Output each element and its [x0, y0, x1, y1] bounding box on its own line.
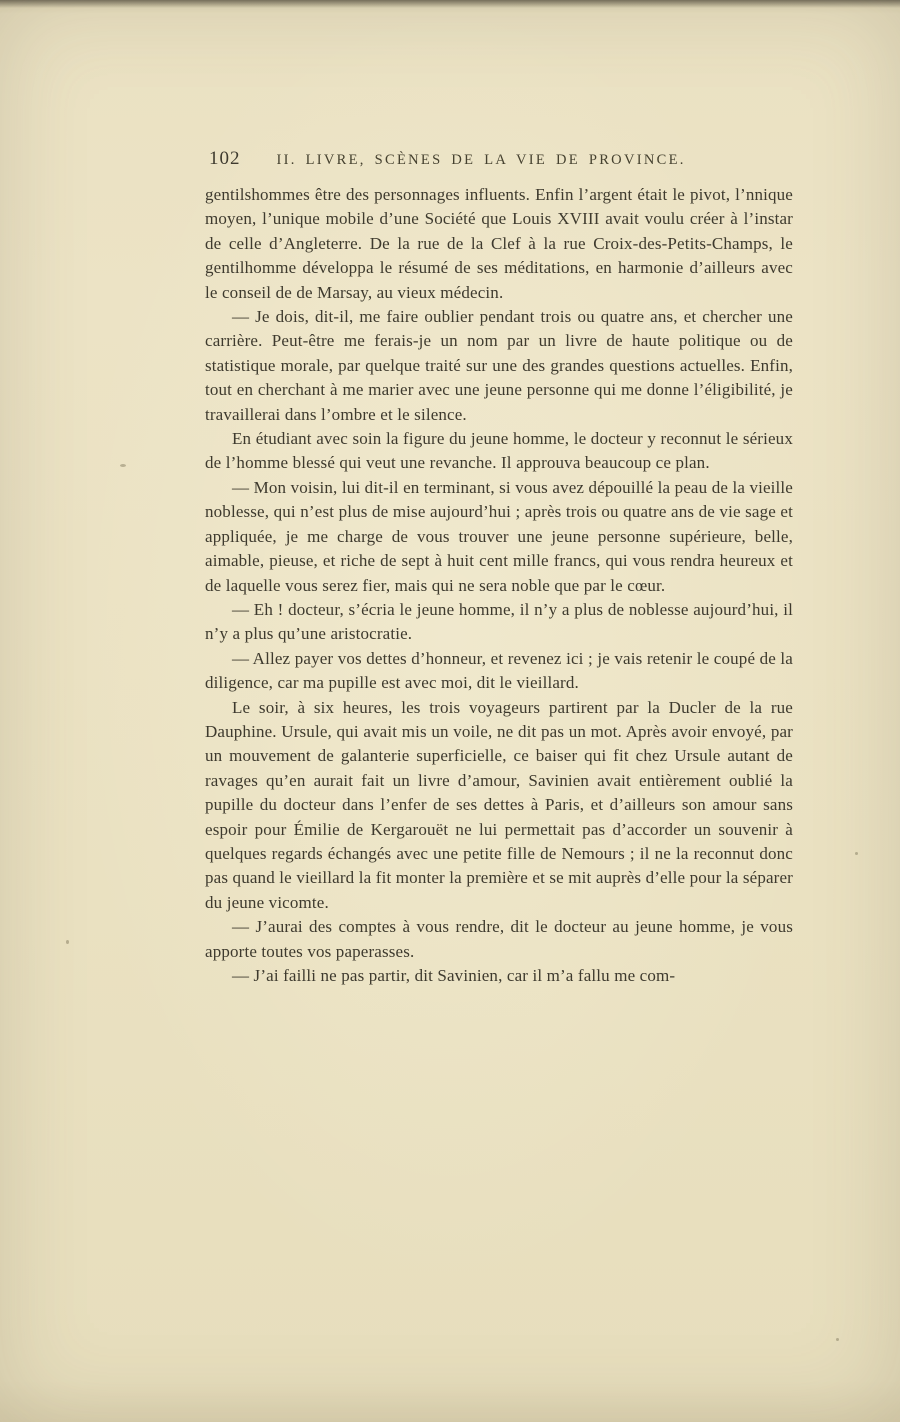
paragraph: — J’aurai des comptes à vous rendre, dit le docteur au jeune homme, je vous apporte toutes vos paperasses. — [205, 917, 793, 961]
paragraph: Le soir, à six heures, les trois voyageurs partirent par la Ducler de la rue Dauphine. Ursule, qui avait mis un voile, ne dit pas un mot. Après avoir envoyé, par un mouvement de galanterie superficielle, ce baiser qui fit chez Ursule autant de ravages qu’en aurait fait un livre d’amour, Savinien avait entièrement oublié la pupille du docteur dans l’enfer de ses dettes à Paris, et d’ailleurs son amour sans espoir pour Émilie de Kergarouët ne lui permettait pas d’accorder un souvenir à quelques regards échangés avec une petite fille de Nemours ; il ne la reconnut donc pas quand le vieillard la fit monter la première et se mit auprès d’elle pour la séparer du jeune vicomte. — [205, 697, 793, 912]
paragraph: — J’ai failli ne pas partir, dit Savinien, car il m’a fallu me com- — [232, 966, 676, 985]
page-number: 102 — [209, 148, 241, 169]
paragraph: gentilshommes être des personnages influents. Enfin l’argent était le pivot, l’nnique moyen, l’unique mobile d’une Société que Louis XVIII avait voulu créer à l’instar de celle d’Angleterre. De la rue de la Clef à la rue Croix-des-Petits-Champs, le gentilhomme développa le résumé de ses méditations, en harmonie d’ailleurs avec le conseil de de Marsay, au vieux médecin. — [205, 185, 793, 302]
paragraph: — Mon voisin, lui dit-il en terminant, si vous avez dépouillé la peau de la vieille noblesse, qui n’est plus de mise aujourd’hui ; après trois ou quatre ans de vie sage et appliquée, je me charge de vous trouver une jeune personne supérieure, belle, aimable, pieuse, et riche de sept à huit cent mille francs, qui vous rendra heureux et de laquelle vous serez fier, mais qui ne sera noble que par le cœur. — [205, 477, 793, 595]
paragraph: — Eh ! docteur, s’écria le jeune homme, il n’y a plus de noblesse aujourd’hui, il n’y a plus qu’une aristocratie. — [205, 599, 793, 644]
paragraph: — Allez payer vos dettes d’honneur, et revenez ici ; je vais retenir le coupé de la diligence, car ma pupille est avec moi, dit le vieillard. — [205, 648, 793, 693]
scan-speck — [836, 1338, 839, 1341]
text-block — [205, 148, 793, 988]
running-header — [209, 148, 793, 170]
paragraph: En étudiant avec soin la figure du jeune homme, le docteur y reconnut le sérieux de l’homme blessé qui veut une revanche. Il approuva beaucoup ce plan. — [205, 429, 793, 473]
running-title: II. LIVRE, SCÈNES DE LA VIE DE PROVINCE. — [276, 152, 686, 168]
paragraphs — [205, 183, 793, 988]
scan-speck — [120, 464, 126, 467]
scan-speck — [855, 852, 858, 855]
paragraph: — Je dois, dit-il, me faire oublier pendant trois ou quatre ans, et chercher une carrière. Peut-être me ferais-je un nom par un livre de haute politique ou de statistique morale, par quelque traité sur une des grandes questions actuelles. Enfin, tout en cherchant à me marier avec une jeune personne qui me donne l’éligibilité, je travaillerai dans l’ombre et le silence. — [205, 307, 793, 424]
scan-speck — [66, 940, 69, 944]
